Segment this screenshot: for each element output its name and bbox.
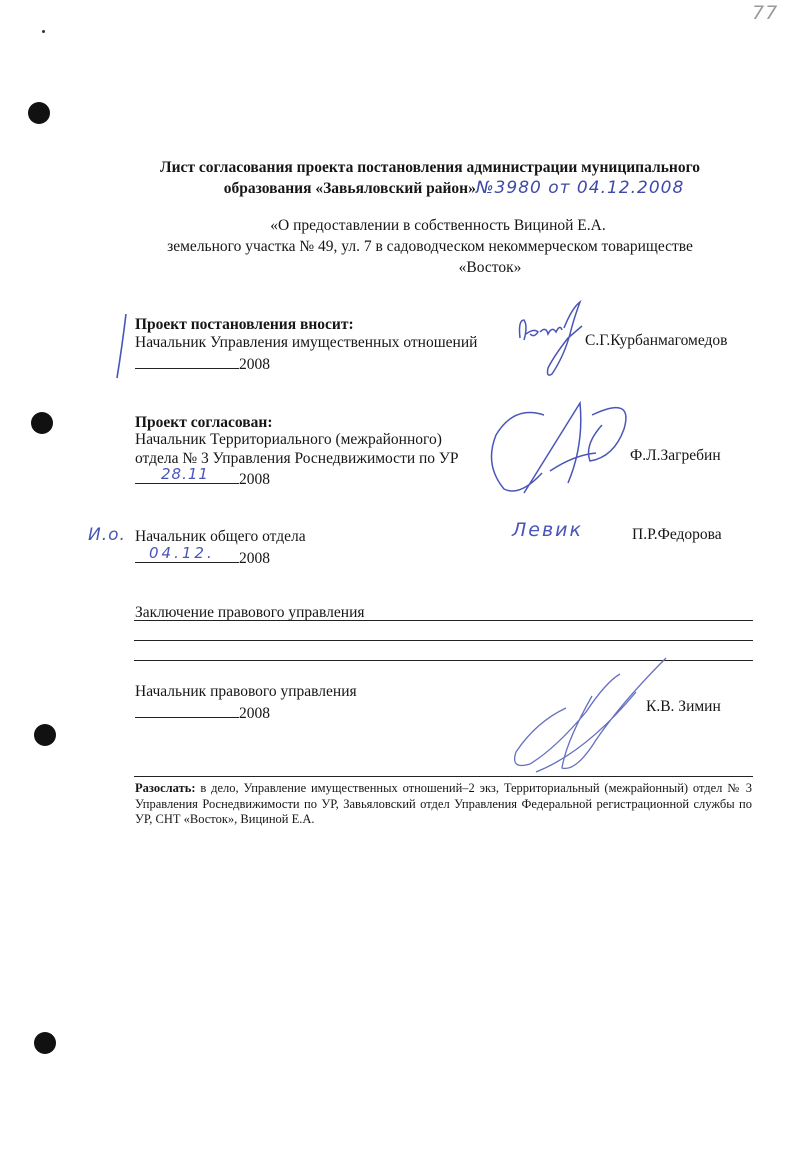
margin-mark	[114, 312, 130, 387]
block4-date-blank	[135, 702, 239, 718]
distribution-separator	[134, 776, 753, 777]
block1-date-blank	[135, 353, 239, 369]
block2-date-blank	[135, 465, 239, 484]
signature-zagrebin	[484, 385, 634, 502]
block2-heading: Проект согласован:	[135, 414, 273, 431]
block4-date	[135, 702, 270, 724]
conclusion-line-2	[134, 640, 753, 641]
block3-date-blank	[135, 544, 239, 563]
block4-name: К.В. Зимин	[646, 698, 721, 715]
document-title	[100, 157, 760, 199]
block4-heading: Заключение правового управления	[135, 604, 365, 621]
block2-date	[135, 465, 270, 490]
block3-name: П.Р.Федорова	[632, 526, 722, 543]
document-subject	[100, 215, 760, 278]
punch-hole-2	[31, 412, 53, 434]
distribution-list	[135, 781, 752, 828]
title-line-2-text: образования «Завьяловский район»	[223, 180, 476, 197]
signature-zimin	[496, 652, 676, 785]
block4-position: Начальник правового управления	[135, 683, 357, 700]
speck	[42, 30, 45, 33]
punch-hole-1	[28, 102, 50, 124]
block3-position: Начальник общего отдела	[135, 528, 306, 545]
block2-name: Ф.Л.Загребин	[630, 447, 721, 464]
block2-position-line-1: Начальник Территориального (межрайонного)	[135, 431, 442, 448]
punch-hole-3	[34, 724, 56, 746]
block3-date	[135, 544, 270, 569]
block2-date-year: 2008	[239, 471, 270, 488]
block1-name: С.Г.Курбанмагомедов	[585, 332, 728, 349]
conclusion-line-1	[134, 620, 753, 621]
subject-line-1: «О предоставлении в собственность Вициной Е.А.	[270, 217, 606, 234]
title-line-1: Лист согласования проекта постановления администрации муниципального	[160, 159, 700, 176]
block3-handwritten-signature: Левик	[512, 519, 583, 541]
title-line-2	[100, 178, 760, 199]
block3-handwritten-date: 04.12.	[149, 544, 215, 562]
subject-line-2: земельного участка № 49, ул. 7 в садоводческом некоммерческом товариществе	[167, 238, 693, 255]
block1-date	[135, 353, 270, 375]
block2-position-line-2: отдела № 3 Управления Роснедвижимости по УР	[135, 450, 459, 467]
block1-date-year: 2008	[239, 356, 270, 373]
block1-heading: Проект постановления вносит:	[135, 316, 354, 333]
punch-hole-4	[34, 1032, 56, 1054]
block1-position: Начальник Управления имущественных отношений	[135, 334, 478, 351]
distribution-label: Разослать:	[135, 781, 196, 795]
signature-kurbanmagomedov	[512, 298, 592, 385]
handwritten-registration-number: №3980 от 04.12.2008	[475, 178, 685, 198]
block3-handwritten-prefix: И.о.	[88, 525, 126, 545]
distribution-text: в дело, Управление имущественных отношений–2 экз, Территориальный (межрайонный) отдел № 3 Управления Роснедвижимости по УР, Завьяловский отдел Управления Федеральной регистрационной службы по УР, СНТ «Восток», Вициной Е.А.	[135, 781, 752, 826]
block4-date-year: 2008	[239, 705, 270, 722]
block3-date-year: 2008	[239, 550, 270, 567]
subject-line-3: «Восток»	[458, 259, 522, 276]
block2-handwritten-date: 28.11	[161, 465, 209, 483]
page-number: 77	[752, 2, 779, 24]
